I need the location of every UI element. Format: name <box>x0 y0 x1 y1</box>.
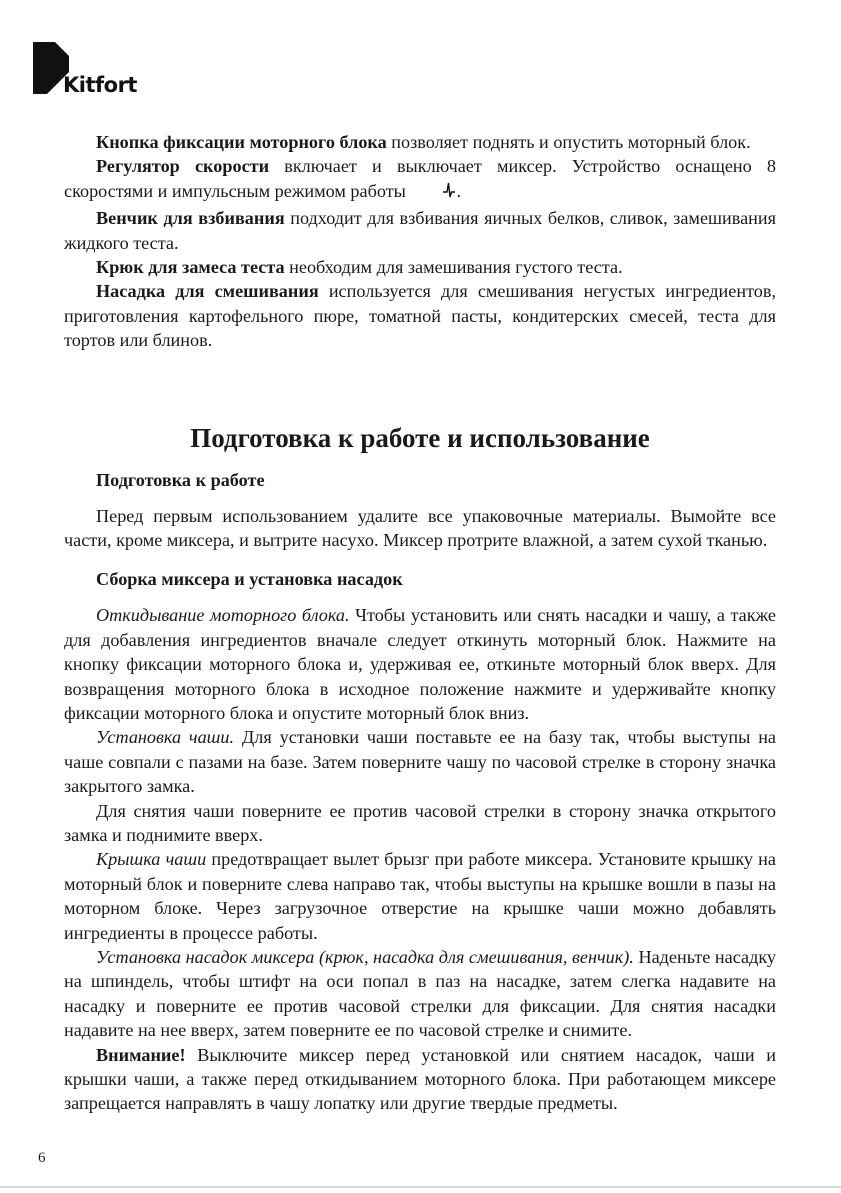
intro-paragraph: Кнопка фиксации моторного блока позволяет поднять и опустить моторный блок. <box>96 132 751 152</box>
scan-edge-divider <box>0 1186 841 1188</box>
body-paragraph: Установка чаши. Для установки чаши поставьте ее на базу так, чтобы выступы на чаше совпали с пазами на базе. Затем поверните чашу по часовой стрелке в сторону значка закрытого замка. <box>64 727 776 797</box>
body-paragraph: Установка насадок миксера (крюк, насадка для смешивания, венчик). Наденьте насадку на шпиндель, чтобы штифт на оси попал в паз на насадке, затем слегка надавите на насадку и поверните ее против часовой стрелки для фиксации. Для снятия насадки надавите на нее вверх, затем поверните ее по часовой стрелке и снимите. <box>64 946 776 1041</box>
brand-name: Kitfort <box>63 73 137 97</box>
page-content <box>64 130 776 1116</box>
intro-paragraph: Крюк для замеса теста необходим для замешивания густого теста. <box>96 257 623 278</box>
intro-paragraph: Регулятор скорости включает и выключает миксер. Устройство оснащено 8 скоростями и импульсным режимом работы . <box>64 154 776 206</box>
subsection-title: Сборка миксера и установка насадок <box>96 568 403 589</box>
body-paragraph: Откидывание моторного блока. Чтобы установить или снять насадки и чашу, а также для добавления ингредиентов вначале следует откинуть моторный блок. Нажмите на кнопку фиксации моторного блока и, удерживая ее, откиньте моторный блок вверх. Для возвращения моторного блока в исходное положение нажмите и удерживайте кнопку фиксации моторного блока и опустите моторный блок вниз. <box>64 605 776 723</box>
warning-paragraph: Внимание! Выключите миксер перед установкой или снятием насадок, чаши и крышки чаши, а также перед откидыванием моторного блока. При работающем миксере запрещается направлять в чашу лопатку или другие твердые предметы. <box>64 1044 776 1114</box>
section-title: Подготовка к работе и использование <box>190 422 650 453</box>
pulse-mode-icon <box>410 180 456 206</box>
body-paragraph: Для снятия чаши поверните ее против часовой стрелки в сторону значка открытого замка и поднимите вверх. <box>64 800 776 845</box>
intro-paragraph: Венчик для взбивания подходит для взбивания яичных белков, сливок, замешивания жидкого теста. <box>64 208 777 253</box>
subsection-title: Подготовка к работе <box>96 469 265 490</box>
brand-logo <box>33 40 153 100</box>
intro-paragraph: Насадка для смешивания используется для смешивания негустых ингредиентов, приготовления картофельного пюре, томатной пасты, кондитерских смесей, теста для тортов или блинов. <box>64 281 777 351</box>
body-paragraph: Крышка чаши предотвращает вылет брызг при работе миксера. Установите крышку на моторный блок и поверните слева направо так, чтобы выступы на крышке вошли в пазы на моторном блоке. Через загрузочное отверстие на крышке чаши можно добавлять ингредиенты в процессе работы. <box>64 849 776 943</box>
page-number: 6 <box>38 1150 46 1166</box>
body-paragraph: Перед первым использованием удалите все упаковочные материалы. Вымойте все части, кроме миксера, и вытрите насухо. Миксер протрите влажной, а затем сухой тканью. <box>64 506 776 551</box>
